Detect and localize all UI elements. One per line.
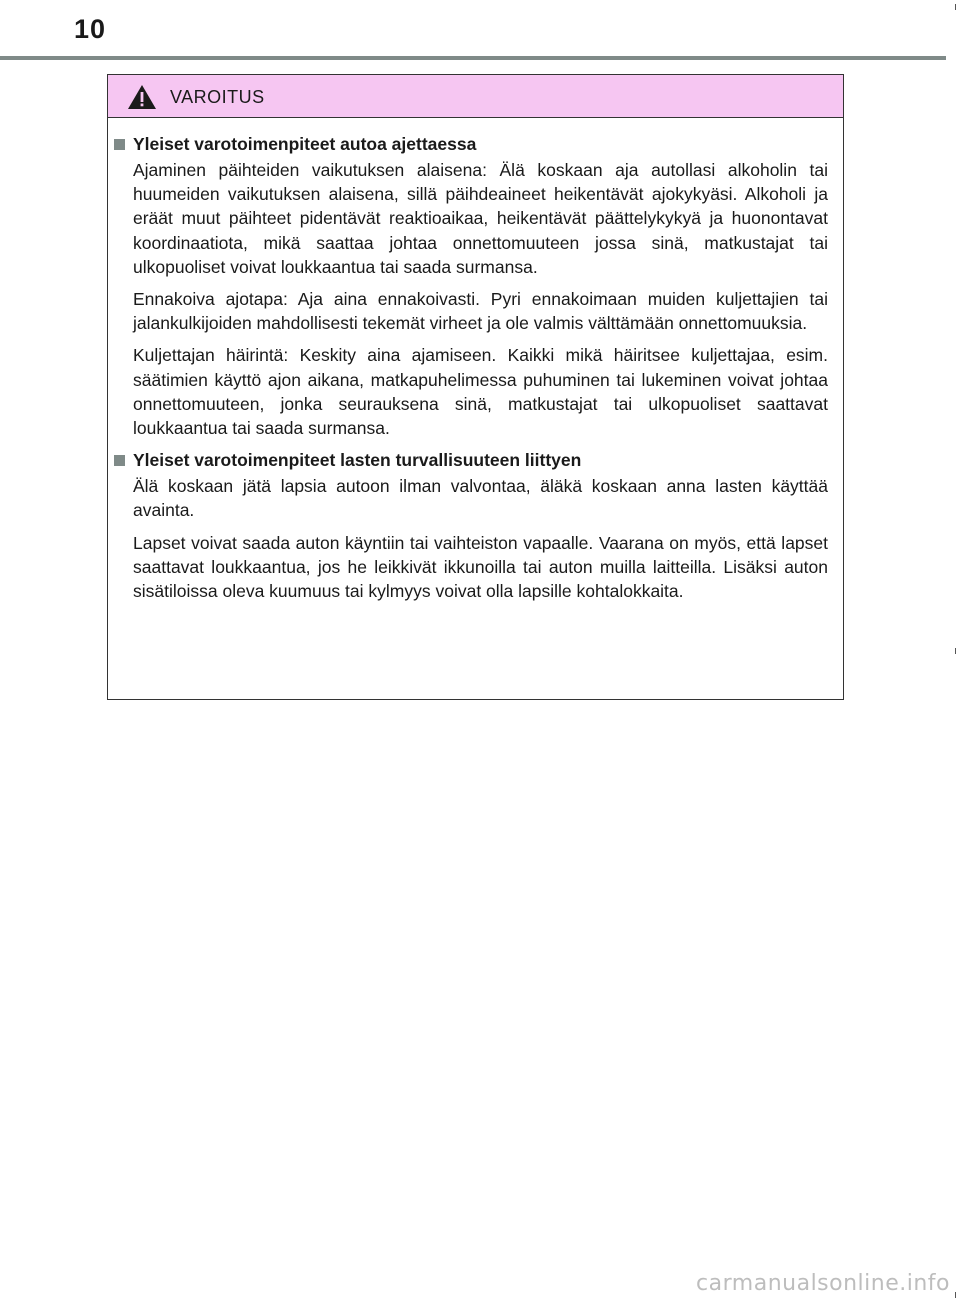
section-heading-text: Yleiset varotoimenpiteet autoa ajettaessa <box>133 134 477 154</box>
warning-triangle-icon <box>127 84 157 110</box>
warning-box <box>107 74 844 700</box>
bullet-square-icon <box>114 139 125 150</box>
section-heading-text: Yleiset varotoimenpiteet lasten turvallisuuteen liittyen <box>133 450 582 471</box>
paragraph-children-hazards: Lapset voivat saada auton käyntiin tai vaihteiston vapaalle. Vaarana on myös, että lapset saattavat loukkaantua, jos he leikkivät ikkunoilla tai auton muilla laitteilla. Lisäksi auton sisätiloissa oleva kuumuus tai kylmyys voivat olla lapsille kohtalokkaita. <box>133 532 828 602</box>
warning-title: VAROITUS <box>170 87 265 107</box>
paragraph-intoxication: Ajaminen päihteiden vaikutuksen alaisena: Älä koskaan aja autollasi alkoholin tai huumeiden vaikutuksen alaisena, sillä päihdeaineet heikentävät ajokykyäsi. Alkoholi ja eräät muut päihteet pidentävät reaktioaikaa, heikentävät päättelykykyä ja huonontavat koordinaatiota, mikä saattaa johtaa onnettomuuteen jossa sinä, matkustajat tai ulkopuoliset voivat loukkaantua tai saada surmansa. <box>133 160 828 277</box>
paragraph-distraction: Kuljettajan häirintä: Keskity aina ajamiseen. Kaikki mikä häiritsee kuljettajaa, esim. säätimien käyttö ajon aikana, matkapuhelimessa puhuminen tai lukeminen voivat johtaa onnettomuuteen, jonka seurauksena sinä, matkustajat tai ulkopuoliset saattavat loukkaantua tai saada surmansa. <box>133 345 828 439</box>
header-rule <box>0 56 946 60</box>
watermark-text: carmanualsonline.info <box>696 1271 950 1296</box>
crop-mark <box>955 4 956 10</box>
paragraph-children-unattended: Älä koskaan jätä lapsia autoon ilman valvontaa, äläkä koskaan anna lasten käyttää avainta. <box>133 476 828 521</box>
page-number: 10 <box>74 14 107 44</box>
bullet-square-icon <box>114 455 125 466</box>
section-heading-driving <box>114 132 828 156</box>
warning-header <box>108 75 843 118</box>
section-heading-children <box>114 448 828 472</box>
warning-body <box>108 118 843 603</box>
crop-mark <box>955 648 956 654</box>
crop-mark <box>955 1292 956 1298</box>
paragraph-defensive-driving: Ennakoiva ajotapa: Aja aina ennakoivasti. Pyri ennakoimaan muiden kuljettajien tai jalankulkijoiden mahdollisesti tekemät virheet ja ole valmis välttämään onnettomuuksia. <box>133 289 828 334</box>
